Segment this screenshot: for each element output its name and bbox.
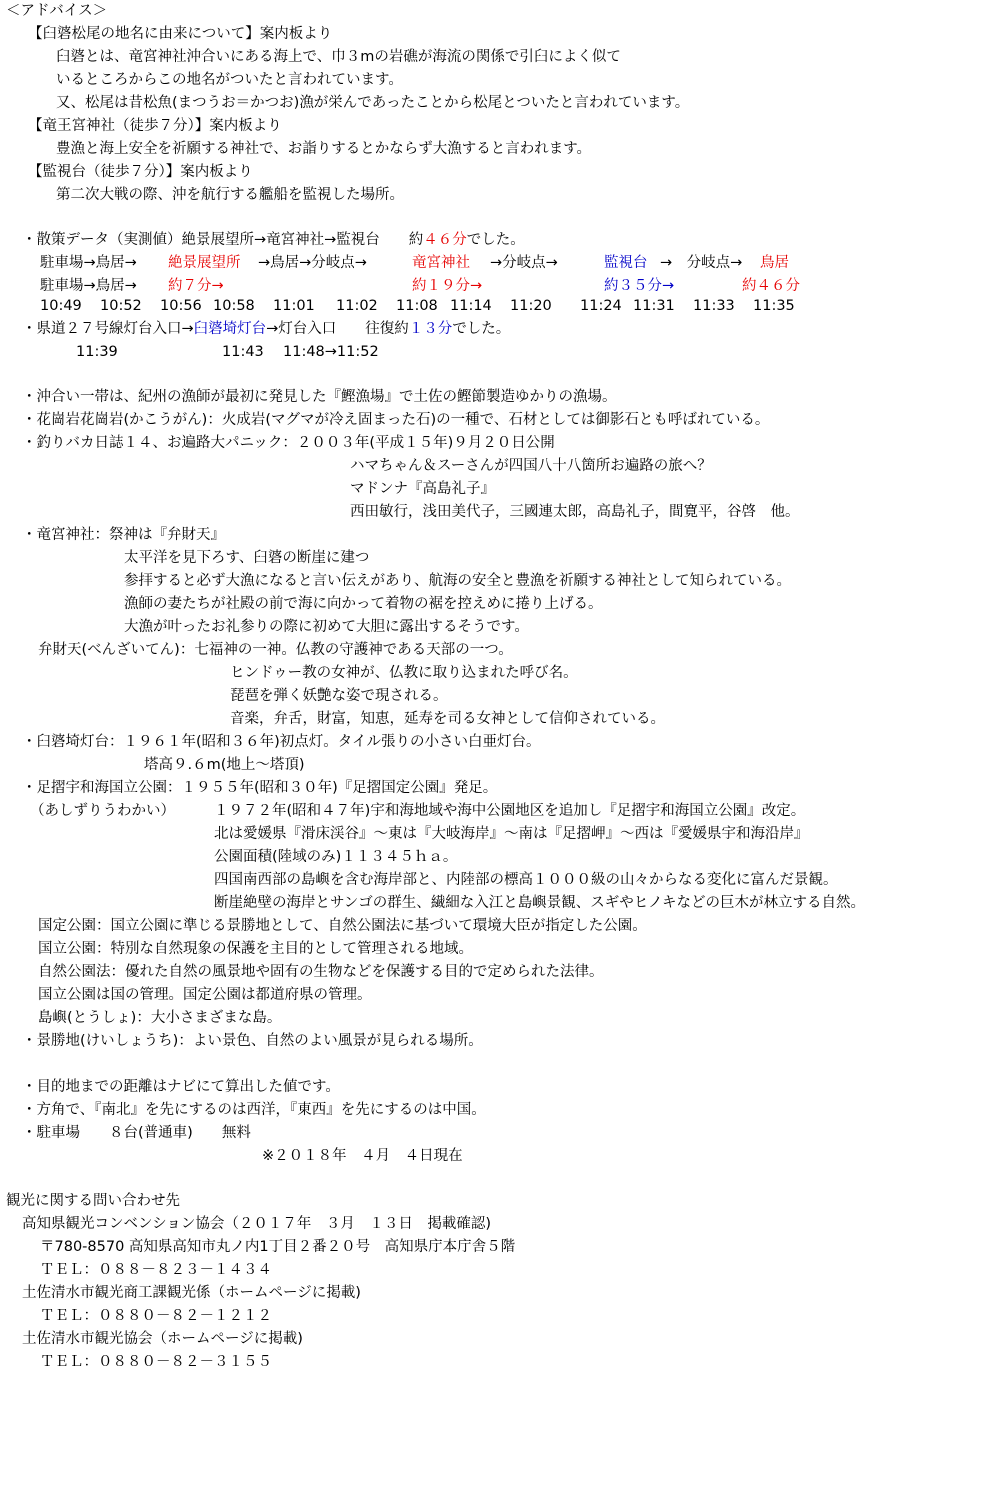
route2-time-35: 約３５分→ <box>604 278 675 294</box>
lighthouse-route-line <box>22 320 510 340</box>
note-movie-plot: ハマちゃん＆スーさんが四国八十八箇所お遍路の旅へ？ <box>350 458 712 474</box>
contact-org-1-tel: ＴＥＬ：０８８－８２３－１４３４ <box>40 1262 272 1278</box>
timestamp: 11:31 <box>633 298 675 314</box>
benzaiten-line-3: 音楽，弁舌，財富，知恵，延寿を司る女神として信仰されている。 <box>230 711 665 727</box>
contact-org-3: 土佐清水市観光協会（ホームページに掲載) <box>22 1331 303 1347</box>
lighthouse-route-time: １３分 <box>408 321 453 337</box>
contact-org-2-tel: ＴＥＬ：０８８０－８２－１２１２ <box>40 1308 272 1324</box>
shrine-line-2: 参拝すると必ず大漁になると言い伝えがあり、航海の安全と豊漁を祈願する神社として知られている。 <box>124 573 791 589</box>
route1-start: 駐車場→鳥居→ <box>40 255 137 271</box>
timestamp: 11:35 <box>753 298 795 314</box>
benzaiten-line-1: ヒンドゥー教の女神が、仏教に取り込まれた呼び名。 <box>230 665 578 681</box>
route1-mid-2: →分岐点→ <box>490 255 558 271</box>
park-line-3: 北は愛媛県『滑床渓谷』～東は『大岐海岸』～南は『足摺岬』～西は『愛媛県宇和海沿岸』 <box>214 826 809 842</box>
note-distance: ・目的地までの距離はナビにて算出した値です。 <box>22 1079 340 1095</box>
walk-data-prefix: ・散策データ（実測値）絶景展望所→竜宮神社→監視台 約 <box>22 232 424 248</box>
timestamp: 11:48→11:52 <box>283 344 379 360</box>
note-as-of-date: ※２０１８年 ４月 ４日現在 <box>262 1148 463 1164</box>
timestamp: 11:43 <box>222 344 264 360</box>
shrine-title: ・竜宮神社：祭神は『弁財天』 <box>22 527 225 543</box>
lighthouse-route-suffix: でした。 <box>452 321 511 337</box>
advice-heading: ＜アドバイス＞ <box>6 3 108 19</box>
contact-org-1-address: 〒780-8570 高知県高知市丸ノ内1丁目２番２０号 高知県庁本庁舎５階 <box>40 1239 516 1255</box>
walk-data-time: ４６分 <box>423 232 467 248</box>
note-movie-madonna: マドンナ『高島礼子』 <box>350 481 495 497</box>
timestamp: 11:39 <box>76 344 118 360</box>
placename-line-1: 臼碆とは、竜宮神社沖合いにある海上で、巾３mの岩礁が海流の関係で引臼によく似て <box>56 49 621 65</box>
placename-line-3: 又、松尾は昔松魚(まつうお＝かつお)漁が栄んであったことから松尾とついたと言われています。 <box>56 95 690 111</box>
contact-org-1: 高知県観光コンベンション協会（２０１７年 ３月 １３日 掲載確認) <box>22 1216 492 1232</box>
route1-shrine: 竜宮神社 <box>412 255 470 271</box>
lighthouse-route-target: 臼碆埼灯台 <box>193 321 267 337</box>
timestamp: 11:24 <box>580 298 622 314</box>
timestamp: 11:20 <box>510 298 552 314</box>
note-fishing-ground: ・沖合い一帯は、紀州の漁師が最初に発見した『鰹漁場』で土佐の鰹節製造ゆかりの漁場。 <box>22 389 617 405</box>
definition-park-law: 自然公園法：優れた自然の風景地や固有の生物などを保護する目的で定められた法律。 <box>38 964 604 980</box>
shrine-line-3: 漁師の妻たちが社殿の前で海に向かって着物の裾を控えめに捲り上げる。 <box>124 596 603 612</box>
park-line-5: 四国南西部の島嶼を含む海岸部と、内陸部の標高１０００級の山々からなる変化に富んだ景観。 <box>214 872 838 888</box>
route1-watchtower: 監視台 <box>604 255 648 271</box>
route2-time-46: 約４６分 <box>742 278 800 294</box>
shrine-line-1: 太平洋を見下ろす、臼碆の断崖に建つ <box>124 550 370 566</box>
note-movie: ・釣りバカ日誌１４、お遍路大パニック：２００３年(平成１５年)９月２０日公開 <box>22 435 555 451</box>
route2-time-19: 約１９分→ <box>412 278 483 294</box>
note-direction: ・方角で、『南北』を先にするのは西洋，『東西』を先にするのは中国。 <box>22 1102 486 1118</box>
timestamp: 10:49 <box>40 298 82 314</box>
definition-management: 国立公園は国の管理。国定公園は都道府県の管理。 <box>38 987 372 1003</box>
ryuo-line-1: 豊漁と海上安全を祈願する神社で、お詣りするとかならず大漁すると言われます。 <box>56 141 592 157</box>
lighthouse-line-1: ・臼碆埼灯台：１９６１年(昭和３６年)初点灯。タイル張りの小さい白亜灯台。 <box>22 734 541 750</box>
walk-data-suffix: でした。 <box>466 232 525 248</box>
route1-viewpoint: 絶景展望所 <box>168 255 241 271</box>
placename-title: 【臼碆松尾の地名に由来について】案内板より <box>28 26 333 42</box>
shrine-line-4: 大漁が叶ったお礼参りの際に初めて大胆に露出するそうです。 <box>124 619 529 635</box>
lighthouse-route-mid: →灯台入口 往復約 <box>266 321 409 337</box>
timestamp: 10:56 <box>160 298 202 314</box>
kanshi-line-1: 第二次大戦の際、沖を航行する艦船を監視した場所。 <box>56 187 404 203</box>
timestamp: 10:58 <box>213 298 255 314</box>
route2-start: 駐車場→鳥居→ <box>40 278 137 294</box>
contact-org-3-tel: ＴＥＬ：０８８０－８２－３１５５ <box>40 1354 272 1370</box>
timestamp: 11:01 <box>273 298 315 314</box>
timestamp: 11:02 <box>336 298 378 314</box>
definition-quasi-park: 国定公園：国立公園に準じる景勝地として、自然公園法に基づいて環境大臣が指定した公園。 <box>38 918 647 934</box>
park-line-6: 断崖絶壁の海岸とサンゴの群生、繊細な入江と島嶼景観、スギやヒノキなどの巨木が林立する自然。 <box>214 895 866 911</box>
note-parking: ・駐車場 ８台(普通車) 無料 <box>22 1125 251 1141</box>
contact-title: 観光に関する問い合わせ先 <box>6 1193 180 1209</box>
route1-mid-3: → 分岐点→ <box>660 255 743 271</box>
definition-national-park: 国立公園：特別な自然現象の保護を主目的として管理される地域。 <box>38 941 473 957</box>
lighthouse-route-start: ・県道２７号線灯台入口→ <box>22 321 194 337</box>
route1-torii: 鳥居 <box>760 255 789 271</box>
definition-scenic-spot: ・景勝地(けいしょうち)：よい景色、自然のよい風景が見られる場所。 <box>22 1033 483 1049</box>
park-line-2: １９７２年(昭和４７年)宇和海地域や海中公園地区を追加し『足摺宇和海国立公園』改定。 <box>214 803 806 819</box>
park-line-4: 公園面積(陸域のみ)１１３４５ｈａ。 <box>214 849 458 865</box>
ryuo-title: 【竜王宮神社（徒歩７分）】案内板より <box>28 118 282 134</box>
kanshi-title: 【監視台（徒歩７分）】案内板より <box>28 164 253 180</box>
lighthouse-line-2: 塔高９.６m(地上～塔頂) <box>144 757 305 773</box>
route2-time-7: 約７分→ <box>168 278 224 294</box>
definition-islands: 島嶼(とうしょ)：大小さまざまな島。 <box>38 1010 282 1026</box>
benzaiten-line-2: 琵琶を弾く妖艶な姿で現される。 <box>230 688 448 704</box>
route1-mid-1: →鳥居→分岐点→ <box>258 255 367 271</box>
note-granite: ・花崗岩花崗岩(かこうがん)：火成岩(マグマが冷え固まった石)の一種で、石材としては御影石とも呼ばれている。 <box>22 412 770 428</box>
benzaiten-title: 弁財天(べんざいてん)：七福神の一神。仏教の守護神である天部の一つ。 <box>38 642 513 658</box>
contact-org-2: 土佐清水市観光商工課観光係（ホームページに掲載) <box>22 1285 361 1301</box>
park-reading: （あしずりうわかい） <box>30 803 175 819</box>
timestamp: 11:33 <box>693 298 735 314</box>
walk-data-line <box>22 231 525 251</box>
timestamp: 11:14 <box>450 298 492 314</box>
timestamp: 11:08 <box>396 298 438 314</box>
park-line-1: ・足摺宇和海国立公園：１９５５年(昭和３０年)『足摺国定公園』発足。 <box>22 780 498 796</box>
placename-line-2: いるところからこの地名がついたと言われています。 <box>56 72 403 88</box>
timestamp: 10:52 <box>100 298 142 314</box>
note-movie-cast: 西田敏行，浅田美代子，三國連太郎，高島礼子，間寛平，谷啓 他。 <box>350 504 800 520</box>
